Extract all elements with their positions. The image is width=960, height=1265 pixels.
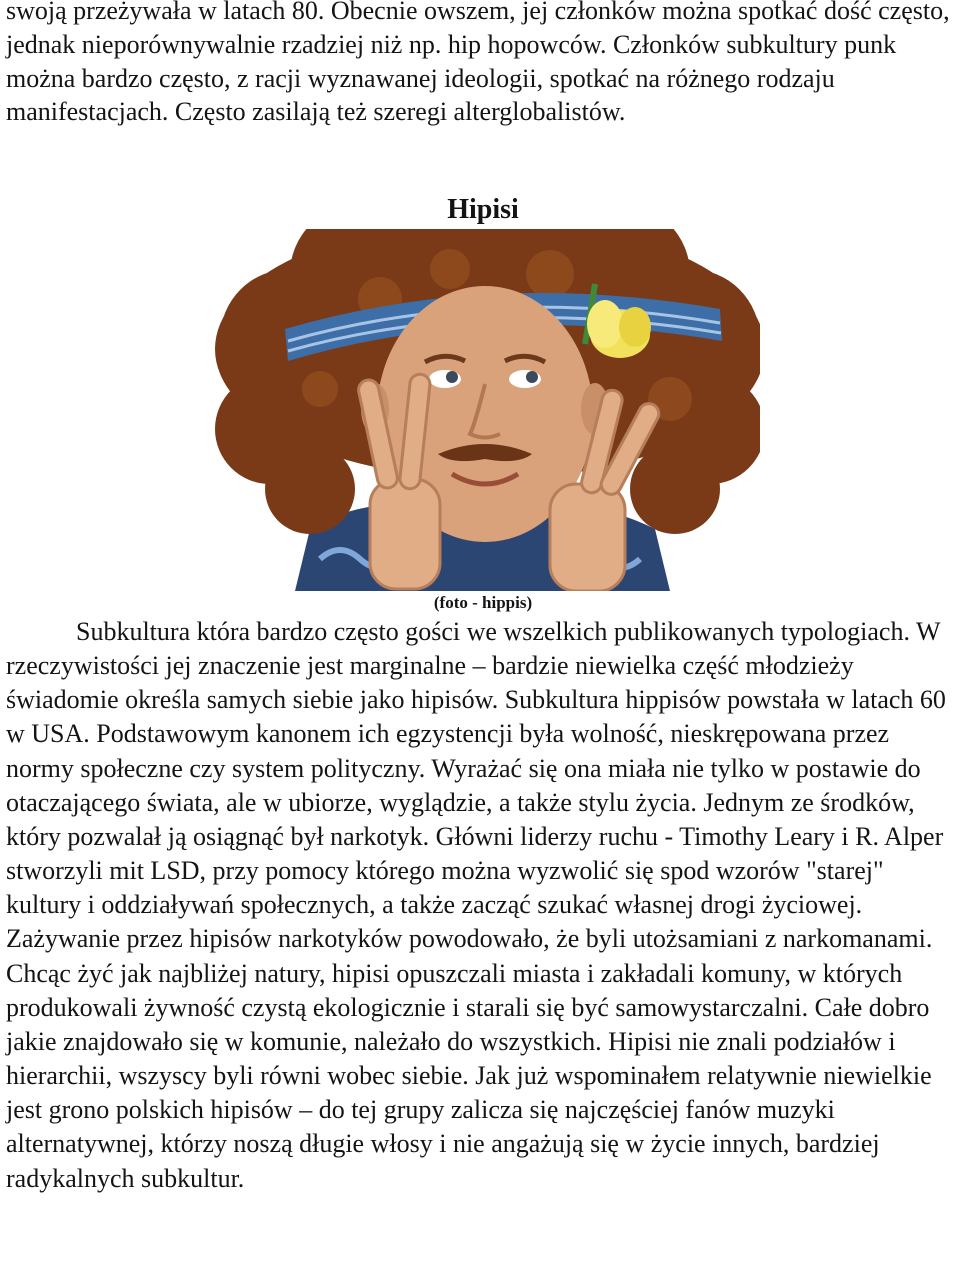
body-paragraph (6, 615, 958, 1196)
hippie-photo (200, 229, 760, 591)
body-paragraph-text: Subkultura która bardzo często gości we wszelkich publikowanych typologiach. W rzeczywistości jej znaczenie jest marginalne – bardzie niewielka część młodzieży świadomie określa samych siebie jako hipisów. Subkultura hippisów powstała w latach 60 w USA. Podstawowym kanonem ich egzystencji była wolność, nieskrępowana przez normy społeczne czy system polityczny. Wyrażać się ona miała nie tylko w postawie do otaczającego świata, ale w ubiorze, wyglądzie, a także stylu życia. Jednym ze środków, który pozwalał ją osiągnąć był narkotyk. Główni liderzy ruchu - Timothy Leary i R. Alper stworzyli mit LSD, przy pomocy którego można wyzwolić się spod wzorów "starej" kultury i oddziaływań społecznych, a także zacząć szukać własnej drogi życiowej. Zażywanie przez hipisów narkotyków powodowało, że byli utożsamiani z narkomanami. Chcąc żyć jak najbliżej natury, hipisi opuszczali miasta i zakładali komuny, w których produkowali żywność czystą ekologicznie i starali się być samowystarczalni. Całe dobro jakie znajdowało się w komunie, należało do wszystkich. Hipisi nie znali podziałów i hierarchii, wszyscy byli równi wobec siebie. Jak już wspominałem relatywnie niewielkie jest grono polskich hipisów – do tej grupy zalicza się najczęściej fanów muzyki alternatywnej, którzy noszą długie włosy i nie angażują się w życie innych, bardziej radykalnych subkultur. (6, 617, 946, 1193)
hippie-illustration (200, 229, 760, 591)
section-heading: Hipisi (447, 194, 519, 225)
photo-caption: (foto - hippis) (433, 593, 533, 612)
intro-paragraph: swoją przeżywała w latach 80. Obecnie owszem, jej członków można spotkać dość często, jednak nieporównywalnie rzadziej niż np. hip hopowców. Członków subkultury punk można bardzo często, z racji wyznawanej ideologii, spotkać na różnego rodzaju manifestacjach. Często zasilają też szeregi alterglobalistów. (6, 0, 950, 127)
